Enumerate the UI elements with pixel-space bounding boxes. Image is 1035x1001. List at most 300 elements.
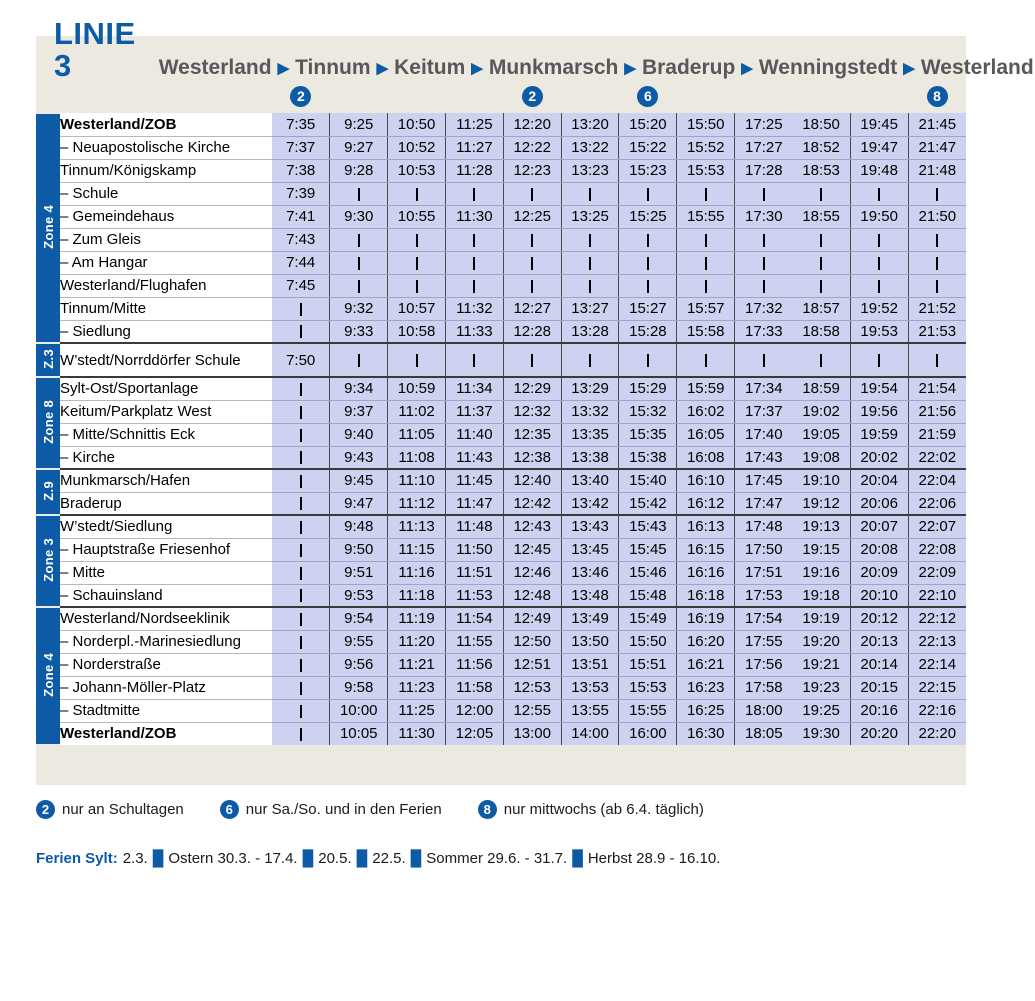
departure-time: 11:53 — [445, 584, 503, 607]
departure-time: 15:38 — [619, 446, 677, 469]
no-stop-bar-icon — [300, 567, 302, 580]
departure-time: 19:56 — [850, 400, 908, 423]
departure-time: 22:07 — [908, 515, 966, 538]
departure-time: 19:10 — [792, 469, 850, 492]
no-stop-bar-icon — [531, 234, 533, 247]
departure-time: 11:28 — [445, 159, 503, 182]
column-marker-6-2: 6 — [637, 86, 658, 107]
stop-name: – Mitte/Schnittis Eck — [60, 423, 272, 446]
departure-time — [272, 469, 330, 492]
departure-time: 9:56 — [330, 653, 388, 676]
departure-time: 12:32 — [503, 400, 561, 423]
departure-time — [908, 343, 966, 377]
departure-time: 17:53 — [735, 584, 793, 607]
no-stop-bar-icon — [358, 354, 360, 367]
column-marker-row — [36, 84, 966, 112]
departure-time: 9:30 — [330, 205, 388, 228]
table-row — [36, 561, 966, 584]
departure-time: 22:02 — [908, 446, 966, 469]
departure-time: 18:53 — [792, 159, 850, 182]
no-stop-bar-icon — [820, 354, 822, 367]
departure-time — [272, 377, 330, 400]
timetable-panel — [36, 16, 1034, 785]
no-stop-bar-icon — [300, 521, 302, 534]
departure-time: 17:55 — [735, 630, 793, 653]
route-stop-3: Munkmarsch — [488, 56, 619, 79]
departure-time: 17:37 — [735, 400, 793, 423]
holiday-separator-icon: █ — [572, 850, 583, 867]
footnote-badge-2: 2 — [36, 800, 55, 819]
departure-time: 13:43 — [561, 515, 619, 538]
departure-time: 11:40 — [445, 423, 503, 446]
table-row — [36, 515, 966, 538]
departure-time: 10:59 — [388, 377, 446, 400]
stop-name: – Norderstraße — [60, 653, 272, 676]
departure-time: 16:18 — [677, 584, 735, 607]
departure-time: 9:28 — [330, 159, 388, 182]
departure-time: 13:40 — [561, 469, 619, 492]
stop-name: – Gemeindehaus — [60, 205, 272, 228]
departure-time: 12:49 — [503, 607, 561, 630]
no-stop-bar-icon — [416, 234, 418, 247]
departure-time: 17:54 — [735, 607, 793, 630]
departure-time: 17:33 — [735, 320, 793, 343]
departure-time: 21:54 — [908, 377, 966, 400]
footnote-text: nur Sa./So. und in den Ferien — [245, 801, 442, 818]
departure-time: 15:50 — [619, 630, 677, 653]
departure-time: 19:50 — [850, 205, 908, 228]
departure-time: 13:25 — [561, 205, 619, 228]
table-row — [36, 584, 966, 607]
departure-time — [792, 274, 850, 297]
table-row — [36, 274, 966, 297]
table-row — [36, 538, 966, 561]
no-stop-bar-icon — [763, 280, 765, 293]
departure-time: 9:51 — [330, 561, 388, 584]
departure-time: 18:55 — [792, 205, 850, 228]
zone-label-text: Zone 3 — [40, 537, 56, 582]
departure-time: 19:47 — [850, 136, 908, 159]
no-stop-bar-icon — [705, 188, 707, 201]
no-stop-bar-icon — [300, 451, 302, 464]
departure-time — [561, 343, 619, 377]
zone-label-2 — [36, 377, 60, 469]
departure-time: 12:50 — [503, 630, 561, 653]
departure-time: 11:02 — [388, 400, 446, 423]
departure-time — [792, 182, 850, 205]
stop-name: – Mitte — [60, 561, 272, 584]
zone-label-text: Z.9 — [40, 480, 56, 501]
footnote-badge-8: 8 — [478, 800, 497, 819]
departure-time: 17:40 — [735, 423, 793, 446]
table-row — [36, 492, 966, 515]
departure-time: 11:10 — [388, 469, 446, 492]
route-arrow-icon: ▶ — [277, 60, 290, 77]
departure-time: 15:22 — [619, 136, 677, 159]
departure-time: 17:47 — [735, 492, 793, 515]
table-row — [36, 722, 966, 745]
departure-time: 15:55 — [677, 205, 735, 228]
footnote-text: nur an Schultagen — [62, 801, 184, 818]
timetable — [36, 112, 966, 746]
departure-time: 15:20 — [619, 113, 677, 136]
no-stop-bar-icon — [300, 636, 302, 649]
departure-time: 19:08 — [792, 446, 850, 469]
departure-time: 17:45 — [735, 469, 793, 492]
no-stop-bar-icon — [531, 188, 533, 201]
departure-time: 16:08 — [677, 446, 735, 469]
no-stop-bar-icon — [531, 257, 533, 270]
departure-time: 22:10 — [908, 584, 966, 607]
departure-time: 11:55 — [445, 630, 503, 653]
departure-time — [677, 182, 735, 205]
holiday-separator-icon: █ — [152, 850, 164, 867]
departure-time — [908, 274, 966, 297]
stop-name: W’stedt/Norrddörfer Schule — [60, 343, 272, 377]
stop-name: – Johann-Möller-Platz — [60, 676, 272, 699]
departure-time: 22:06 — [908, 492, 966, 515]
holiday-entry-3: 22.5. — [372, 850, 406, 867]
holiday-separator-icon: █ — [302, 850, 314, 867]
table-row — [36, 446, 966, 469]
departure-time — [503, 182, 561, 205]
departure-time: 11:25 — [445, 113, 503, 136]
departure-time — [792, 251, 850, 274]
departure-time: 22:08 — [908, 538, 966, 561]
departure-time: 22:20 — [908, 722, 966, 745]
departure-time: 12:20 — [503, 113, 561, 136]
no-stop-bar-icon — [300, 325, 302, 338]
departure-time — [445, 228, 503, 251]
departure-time: 10:58 — [388, 320, 446, 343]
departure-time — [388, 182, 446, 205]
no-stop-bar-icon — [358, 280, 360, 293]
stop-name: Braderup — [60, 492, 272, 515]
departure-time: 12:51 — [503, 653, 561, 676]
no-stop-bar-icon — [300, 544, 302, 557]
line-title: LINIE 3 — [54, 16, 136, 83]
departure-time — [388, 343, 446, 377]
departure-time: 15:48 — [619, 584, 677, 607]
departure-time: 20:20 — [850, 722, 908, 745]
timetable-header — [36, 16, 1034, 83]
departure-time: 16:12 — [677, 492, 735, 515]
no-stop-bar-icon — [820, 234, 822, 247]
departure-time: 19:45 — [850, 113, 908, 136]
no-stop-bar-icon — [300, 406, 302, 419]
no-stop-bar-icon — [820, 257, 822, 270]
departure-time — [503, 274, 561, 297]
departure-time: 16:20 — [677, 630, 735, 653]
route-stop-1: Tinnum — [295, 56, 371, 79]
departure-time: 22:09 — [908, 561, 966, 584]
departure-time: 11:58 — [445, 676, 503, 699]
departure-time: 17:43 — [735, 446, 793, 469]
departure-time: 17:51 — [735, 561, 793, 584]
departure-time: 15:32 — [619, 400, 677, 423]
departure-time — [272, 446, 330, 469]
departure-time: 19:21 — [792, 653, 850, 676]
departure-time: 18:57 — [792, 297, 850, 320]
departure-time — [445, 343, 503, 377]
holiday-entry-0: 2.3. — [122, 850, 148, 867]
departure-time — [272, 699, 330, 722]
departure-time — [619, 343, 677, 377]
zone-label-0 — [36, 113, 60, 343]
no-stop-bar-icon — [300, 589, 302, 602]
table-row — [36, 343, 966, 377]
departure-time: 11:05 — [388, 423, 446, 446]
departure-time — [619, 251, 677, 274]
departure-time: 11:32 — [445, 297, 503, 320]
departure-time: 16:10 — [677, 469, 735, 492]
stop-name: – Norderpl.-Marinesiedlung — [60, 630, 272, 653]
departure-time: 12:22 — [503, 136, 561, 159]
route-arrow-icon: ▶ — [471, 60, 483, 77]
no-stop-bar-icon — [300, 728, 302, 741]
zone-label-5 — [36, 607, 60, 745]
departure-time: 7:38 — [272, 159, 330, 182]
departure-time: 13:28 — [561, 320, 619, 343]
no-stop-bar-icon — [300, 429, 302, 442]
departure-time: 9:40 — [330, 423, 388, 446]
departure-time: 11:13 — [388, 515, 446, 538]
stop-name: – Schauinsland — [60, 584, 272, 607]
holiday-entry-1: Ostern 30.3. - 17.4. — [168, 850, 298, 867]
departure-time: 11:21 — [388, 653, 446, 676]
no-stop-bar-icon — [820, 280, 822, 293]
holidays-entries — [123, 850, 721, 867]
no-stop-bar-icon — [936, 257, 938, 270]
departure-time — [272, 492, 330, 515]
departure-time: 16:23 — [677, 676, 735, 699]
departure-time: 16:30 — [677, 722, 735, 745]
departure-time: 19:05 — [792, 423, 850, 446]
no-stop-bar-icon — [936, 280, 938, 293]
no-stop-bar-icon — [705, 280, 707, 293]
departure-time: 20:02 — [850, 446, 908, 469]
departure-time: 19:15 — [792, 538, 850, 561]
departure-time — [503, 343, 561, 377]
departure-time: 19:52 — [850, 297, 908, 320]
departure-time: 9:34 — [330, 377, 388, 400]
departure-time: 9:43 — [330, 446, 388, 469]
departure-time: 12:43 — [503, 515, 561, 538]
departure-time: 15:25 — [619, 205, 677, 228]
departure-time — [503, 228, 561, 251]
departure-time: 11:50 — [445, 538, 503, 561]
departure-time: 17:34 — [735, 377, 793, 400]
route-stop-4: Braderup — [641, 56, 736, 79]
departure-time: 15:43 — [619, 515, 677, 538]
departure-time: 9:25 — [330, 113, 388, 136]
departure-time: 20:04 — [850, 469, 908, 492]
departure-time: 11:25 — [388, 699, 446, 722]
departure-time — [735, 228, 793, 251]
departure-time — [272, 676, 330, 699]
departure-time: 17:56 — [735, 653, 793, 676]
no-stop-bar-icon — [416, 257, 418, 270]
departure-time: 11:47 — [445, 492, 503, 515]
departure-time: 22:16 — [908, 699, 966, 722]
stop-name: – Hauptstraße Friesenhof — [60, 538, 272, 561]
departure-time — [272, 515, 330, 538]
departure-time — [330, 182, 388, 205]
stop-name: – Stadtmitte — [60, 699, 272, 722]
zone-label-1 — [36, 343, 60, 377]
departure-time: 9:32 — [330, 297, 388, 320]
stop-name: Westerland/Nordseeklinik — [60, 607, 272, 630]
departure-time: 10:55 — [388, 205, 446, 228]
no-stop-bar-icon — [300, 613, 302, 626]
departure-time — [677, 343, 735, 377]
departure-time: 15:50 — [677, 113, 735, 136]
departure-time — [850, 343, 908, 377]
column-marker-8-3: 8 — [927, 86, 948, 107]
departure-time: 7:39 — [272, 182, 330, 205]
departure-time — [272, 584, 330, 607]
departure-time: 11:54 — [445, 607, 503, 630]
departure-time — [272, 561, 330, 584]
departure-time: 19:18 — [792, 584, 850, 607]
departure-time — [619, 182, 677, 205]
holiday-separator-icon: █ — [410, 850, 422, 867]
departure-time — [908, 182, 966, 205]
table-row — [36, 423, 966, 446]
no-stop-bar-icon — [878, 354, 880, 367]
no-stop-bar-icon — [531, 354, 533, 367]
departure-time: 11:30 — [388, 722, 446, 745]
departure-time: 11:08 — [388, 446, 446, 469]
departure-time: 7:45 — [272, 274, 330, 297]
no-stop-bar-icon — [589, 188, 591, 201]
stop-name: – Kirche — [60, 446, 272, 469]
footnote-text: nur mittwochs (ab 6.4. täglich) — [503, 801, 704, 818]
no-stop-bar-icon — [416, 280, 418, 293]
departure-time: 11:51 — [445, 561, 503, 584]
stop-name: Tinnum/Mitte — [60, 297, 272, 320]
departure-time: 12:05 — [445, 722, 503, 745]
departure-time: 13:23 — [561, 159, 619, 182]
zone-label-3 — [36, 469, 60, 515]
route-arrow-icon: ▶ — [624, 60, 636, 77]
departure-time: 11:43 — [445, 446, 503, 469]
no-stop-bar-icon — [878, 234, 880, 247]
departure-time: 7:37 — [272, 136, 330, 159]
departure-time: 19:23 — [792, 676, 850, 699]
no-stop-bar-icon — [647, 188, 649, 201]
departure-time: 11:19 — [388, 607, 446, 630]
no-stop-bar-icon — [763, 257, 765, 270]
departure-time: 22:14 — [908, 653, 966, 676]
school-holidays-line — [36, 850, 966, 867]
departure-time: 16:25 — [677, 699, 735, 722]
departure-time: 15:45 — [619, 538, 677, 561]
departure-time — [561, 251, 619, 274]
departure-time — [850, 251, 908, 274]
departure-time: 10:52 — [388, 136, 446, 159]
footnote-badge-6: 6 — [220, 800, 239, 819]
holiday-entry-2: 20.5. — [318, 850, 352, 867]
departure-time: 9:27 — [330, 136, 388, 159]
departure-time: 12:23 — [503, 159, 561, 182]
departure-time — [735, 182, 793, 205]
departure-time: 13:49 — [561, 607, 619, 630]
departure-time: 11:37 — [445, 400, 503, 423]
departure-time: 17:50 — [735, 538, 793, 561]
departure-time — [330, 251, 388, 274]
table-row — [36, 607, 966, 630]
no-stop-bar-icon — [358, 257, 360, 270]
departure-time: 20:07 — [850, 515, 908, 538]
departure-time — [388, 274, 446, 297]
departure-time — [850, 182, 908, 205]
departure-time: 18:59 — [792, 377, 850, 400]
departure-time — [330, 343, 388, 377]
departure-time: 13:42 — [561, 492, 619, 515]
departure-time — [792, 343, 850, 377]
departure-time — [908, 251, 966, 274]
departure-time: 16:00 — [619, 722, 677, 745]
departure-time: 20:13 — [850, 630, 908, 653]
departure-time: 13:53 — [561, 676, 619, 699]
no-stop-bar-icon — [647, 354, 649, 367]
table-row — [36, 182, 966, 205]
departure-time: 13:45 — [561, 538, 619, 561]
departure-time: 22:15 — [908, 676, 966, 699]
table-row — [36, 400, 966, 423]
departure-time — [330, 228, 388, 251]
stop-name: Westerland/ZOB — [60, 113, 272, 136]
no-stop-bar-icon — [473, 234, 475, 247]
no-stop-bar-icon — [531, 280, 533, 293]
departure-time: 20:12 — [850, 607, 908, 630]
table-row — [36, 699, 966, 722]
departure-time: 10:00 — [330, 699, 388, 722]
departure-time: 7:35 — [272, 113, 330, 136]
departure-time: 13:55 — [561, 699, 619, 722]
departure-time: 16:15 — [677, 538, 735, 561]
departure-time: 19:30 — [792, 722, 850, 745]
departure-time: 9:50 — [330, 538, 388, 561]
departure-time — [735, 343, 793, 377]
departure-time: 15:29 — [619, 377, 677, 400]
departure-time — [272, 297, 330, 320]
departure-time: 12:27 — [503, 297, 561, 320]
no-stop-bar-icon — [763, 234, 765, 247]
departure-time: 19:19 — [792, 607, 850, 630]
departure-time: 13:48 — [561, 584, 619, 607]
departure-time: 7:41 — [272, 205, 330, 228]
departure-time: 10:53 — [388, 159, 446, 182]
holiday-entry-4: Sommer 29.6. - 31.7. — [426, 850, 568, 867]
departure-time: 12:00 — [445, 699, 503, 722]
table-row — [36, 320, 966, 343]
table-row — [36, 377, 966, 400]
departure-time: 13:51 — [561, 653, 619, 676]
departure-time: 16:21 — [677, 653, 735, 676]
departure-time: 13:27 — [561, 297, 619, 320]
departure-time: 15:52 — [677, 136, 735, 159]
departure-time — [445, 274, 503, 297]
no-stop-bar-icon — [300, 303, 302, 316]
no-stop-bar-icon — [300, 383, 302, 396]
departure-time: 11:34 — [445, 377, 503, 400]
zone-label-text: Z.3 — [40, 348, 56, 369]
route-arrow-icon: ▶ — [741, 60, 753, 77]
no-stop-bar-icon — [647, 280, 649, 293]
no-stop-bar-icon — [878, 280, 880, 293]
